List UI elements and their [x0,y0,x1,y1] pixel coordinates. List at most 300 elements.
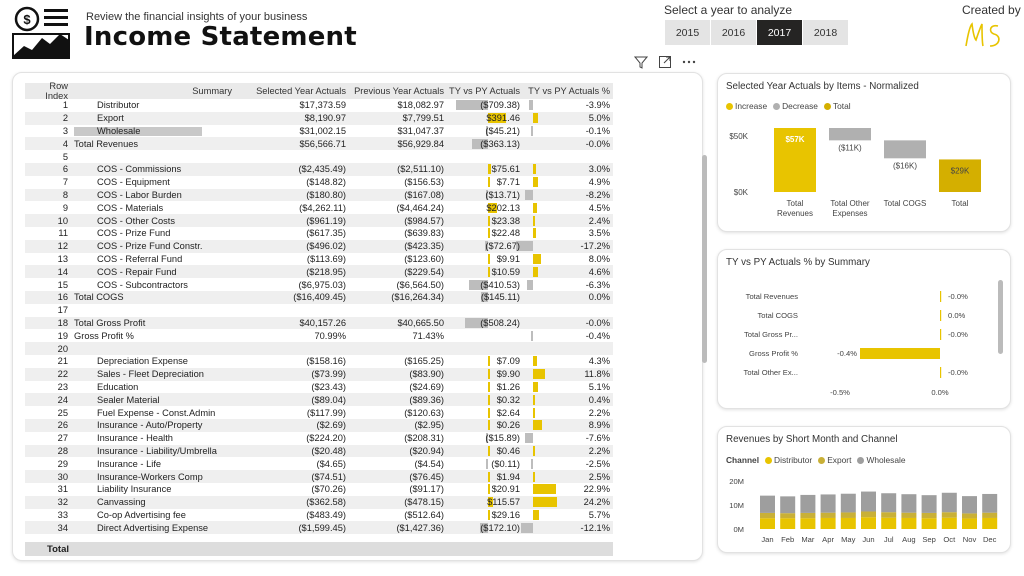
stacked-bar-segment[interactable] [760,518,775,529]
increase-bar [533,382,538,392]
cell-selected-year-text: ($1,599.45) [298,522,346,533]
cell-summary [71,356,235,366]
table-row[interactable] [25,253,613,266]
cell-row-index-text: 24 [57,394,68,405]
table-row[interactable] [25,496,613,509]
cell-ty-vs-py [447,216,523,226]
stacked-bar-segment[interactable] [962,518,977,529]
cell-selected-year [235,446,349,456]
cell-ty-vs-py [447,369,523,379]
stacked-bar-segment[interactable] [982,518,997,529]
increase-bar [488,254,490,264]
cell-row-index [25,113,71,123]
stacked-bar-segment[interactable] [841,518,856,529]
cell-row-index-text: 4 [62,138,68,149]
increase-bar [488,472,490,482]
cell-ty-vs-py [447,395,523,405]
cell-summary-text: Sealer Material [97,394,160,405]
data-label: 0.0% [948,311,966,320]
cell-selected-year-text: ($617.35) [306,228,346,239]
cell-ty-vs-py-text: ($145.11) [480,292,520,303]
increase-bar [488,177,490,187]
cell-ty-vs-py-pct [523,408,613,418]
cell-selected-year-text: $8,190.97 [304,113,346,124]
stacked-bar-segment[interactable] [780,496,795,513]
x-tick-label: Oct [943,535,956,544]
cell-row-index [25,446,71,456]
stacked-bar-segment[interactable] [942,512,957,518]
table-row[interactable] [25,201,613,214]
data-label: -0.0% [948,330,968,339]
increase-bar [533,510,539,520]
cell-ty-vs-py [447,433,523,443]
stacked-bar-segment[interactable] [800,513,815,518]
pct-by-summary-panel [717,249,1011,409]
increase-bar [488,356,490,366]
stacked-bar-segment[interactable] [881,518,896,529]
cell-summary [71,177,235,187]
cell-previous-year [349,446,447,456]
cell-selected-year-text: ($483.49) [306,509,346,520]
stacked-bar-segment[interactable] [760,513,775,518]
cell-previous-year [349,331,447,341]
table-row[interactable] [25,432,613,445]
visual-toolbar [634,55,696,69]
cell-previous-year-text: ($6,564.50) [396,279,444,290]
cell-summary-text: Gross Profit % [74,330,134,341]
column-header-ty-vs-py-pct[interactable]: TY vs PY Actuals % [528,86,610,96]
cell-previous-year [349,280,447,290]
table-row[interactable] [25,125,613,138]
cell-selected-year-text: ($218.95) [306,266,346,277]
cell-ty-vs-py-pct-text: 5.7% [588,509,610,520]
stacked-bar-segment[interactable] [962,513,977,518]
cell-ty-vs-py-pct-text: 22.9% [583,484,610,495]
cell-ty-vs-py [447,318,523,328]
x-tick-label: Sep [922,535,936,544]
cell-selected-year [235,433,349,443]
x-tick-label: Nov [962,535,977,544]
cell-ty-vs-py [447,164,523,174]
stacked-bar-segment[interactable] [760,496,775,513]
cell-row-index-text: 12 [57,241,68,252]
cell-summary [71,228,235,238]
y-tick-label: Total COGS [757,311,798,320]
cell-previous-year [349,126,447,136]
cell-summary-text: Direct Advertising Expense [97,522,209,533]
column-header-selected-year[interactable]: Selected Year Actuals [256,86,346,96]
cell-previous-year [349,420,447,430]
stacked-bar-segment[interactable] [881,493,896,512]
waterfall-bar[interactable] [884,140,926,158]
table-row[interactable] [25,227,613,240]
cell-previous-year-text: $7,799.51 [402,113,444,124]
cell-ty-vs-py-pct-text: 4.6% [588,266,610,277]
cell-summary [71,472,235,482]
legend-item-wholesale[interactable]: Wholesale [857,455,905,465]
cell-previous-year [349,177,447,187]
cell-previous-year [349,433,447,443]
cell-row-index [25,292,71,302]
column-header-previous-year[interactable]: Previous Year Actuals [354,86,444,96]
cell-summary [71,369,235,379]
cell-summary-text: COS - Repair Fund [97,266,177,277]
cell-row-index-text: 11 [58,228,68,239]
cell-ty-vs-py-pct-text: -3.9% [585,100,610,111]
cell-row-index [25,280,71,290]
cell-summary [71,241,235,251]
stacked-bar-segment[interactable] [982,494,997,513]
cell-row-index [25,177,71,187]
more-options-icon[interactable] [682,55,696,69]
cell-previous-year-text: ($984.57) [404,215,444,226]
table-body [25,99,613,534]
cell-row-index-text: 28 [57,445,68,456]
table-row[interactable] [25,265,613,278]
cell-previous-year [349,292,447,302]
cell-selected-year-text: ($16,409.45) [293,292,346,303]
stacked-bar-segment[interactable] [780,513,795,518]
cell-row-index-text: 1 [62,100,68,111]
cell-ty-vs-py-pct [523,139,613,149]
signature-logo [962,20,1006,52]
cell-ty-vs-py-pct [523,100,613,110]
stacked-bar-segment[interactable] [800,518,815,529]
cell-ty-vs-py-text: $202.13 [486,202,520,213]
table-row[interactable] [25,521,613,534]
cell-summary-text: Distributor [97,100,140,111]
cell-selected-year [235,497,349,507]
table-row[interactable] [25,470,613,483]
cell-previous-year-text: ($2,511.10) [397,164,444,175]
channel-legend [726,455,906,465]
cell-ty-vs-py-pct [523,523,613,533]
cell-row-index [25,203,71,213]
cell-ty-vs-py-pct-text: 8.9% [588,420,610,431]
increase-bar [533,113,538,123]
x-tick-label: Aug [902,535,916,544]
cell-ty-vs-py-text: $2.64 [496,407,520,418]
y-tick-label: Total Gross Pr... [743,330,798,339]
cell-ty-vs-py-pct-text: -12.1% [580,522,610,533]
legend-item-distributor[interactable]: Distributor [765,455,812,465]
page-title: Income Statement [84,22,357,52]
table-row[interactable] [25,112,613,125]
stacked-bar-segment[interactable] [861,492,876,512]
table-row[interactable] [25,445,613,458]
increase-bar [533,446,535,456]
stacked-bar-segment[interactable] [861,517,876,529]
cell-previous-year [349,190,447,200]
cell-selected-year-text: ($4.65) [316,458,346,469]
cell-ty-vs-py-pct [523,331,613,341]
stacked-bar-segment[interactable] [922,513,937,518]
legend-item-decrease[interactable]: Decrease [773,101,818,111]
cell-ty-vs-py-pct [523,420,613,430]
pct-chart-scrollbar[interactable] [998,280,1003,354]
cell-previous-year [349,472,447,482]
table-row[interactable] [25,355,613,368]
cell-ty-vs-py-pct [523,382,613,392]
cell-summary [71,510,235,520]
cell-ty-vs-py-text: $9.91 [496,253,520,264]
hbar-bar[interactable] [940,291,941,302]
stacked-bar-segment[interactable] [821,513,836,518]
cell-row-index-text: 8 [62,189,68,200]
cell-selected-year-text: ($74.51) [311,471,346,482]
table-row[interactable] [25,189,613,202]
table-row[interactable] [25,393,613,406]
increase-bar [533,216,535,226]
stacked-bar-segment[interactable] [881,512,896,518]
cell-selected-year [235,382,349,392]
table-vertical-scrollbar[interactable] [702,155,707,363]
table-row[interactable] [25,163,613,176]
table-row[interactable] [25,214,613,227]
cell-row-index-text: 17 [57,305,68,316]
cell-summary-text: Insurance-Workers Comp [97,471,203,482]
waterfall-bar[interactable] [829,128,871,140]
cell-row-index [25,331,71,341]
x-tick-label: Jan [761,535,774,544]
stacked-bar-segment[interactable] [821,494,836,512]
cell-summary-text: Export [97,113,124,124]
cell-ty-vs-py-text: $115.57 [487,497,520,508]
cell-ty-vs-py-pct-text: 3.5% [588,228,610,239]
hbar-bar[interactable] [940,329,941,340]
cell-selected-year [235,510,349,520]
cell-ty-vs-py-pct-text: 4.9% [588,177,610,188]
cell-summary-text: Co-op Advertising fee [97,509,186,520]
cell-ty-vs-py [447,459,523,469]
year-button-2018[interactable]: 2018 [803,20,849,45]
table-row[interactable] [25,419,613,432]
cell-row-index-text: 10 [57,215,68,226]
cell-ty-vs-py-pct [523,280,613,290]
x-tick-label: Revenues [776,209,814,218]
cell-selected-year [235,100,349,110]
cell-ty-vs-py [447,254,523,264]
cell-ty-vs-py-text: $23.38 [491,215,520,226]
cell-selected-year-text: ($23.43) [311,381,346,392]
column-header-row-index[interactable]: Row Index [45,81,68,101]
stacked-bar-segment[interactable] [942,493,957,512]
data-label: $57K [785,135,805,144]
stacked-bar-segment[interactable] [982,513,997,518]
stacked-bar-segment[interactable] [841,512,856,518]
stacked-bar-segment[interactable] [780,518,795,529]
x-tick-label: Jun [862,535,875,544]
stacked-bar-segment[interactable] [922,495,937,513]
increase-bar [488,446,490,456]
cell-previous-year [349,318,447,328]
stacked-bar-segment[interactable] [901,513,916,518]
cell-row-index-text: 22 [57,369,68,380]
cell-selected-year-text: ($362.58) [306,497,346,508]
increase-bar [488,395,490,405]
y-tick-label: $0K [733,188,748,197]
cell-selected-year [235,228,349,238]
cell-ty-vs-py [447,228,523,238]
y-tick-label: Total Other Ex... [743,368,798,377]
cell-ty-vs-py-text: $7.71 [496,177,520,188]
cell-ty-vs-py-text: $29.16 [491,509,520,520]
cell-row-index [25,126,71,136]
increase-bar [533,484,556,494]
cell-ty-vs-py [447,472,523,482]
cell-summary [71,139,235,149]
cell-previous-year-text: ($76.45) [409,471,444,482]
cell-summary [71,203,235,213]
year-button-2016[interactable]: 2016 [711,20,757,45]
cell-row-index-text: 13 [57,253,68,264]
stacked-bar-segment[interactable] [901,494,916,512]
decrease-bar [527,280,533,290]
hbar-bar[interactable] [940,367,941,378]
cell-ty-vs-py-pct-text: 3.0% [588,164,610,175]
cell-selected-year [235,203,349,213]
table-row[interactable] [25,291,613,304]
cell-ty-vs-py-pct-text: 2.2% [588,445,610,456]
cell-ty-vs-py [447,446,523,456]
legend-title: Channel [726,455,760,465]
cell-ty-vs-py-pct-text: -8.2% [585,189,610,200]
data-label: -0.0% [948,292,968,301]
cell-row-index [25,420,71,430]
legend-item-increase[interactable]: Increase [726,101,767,111]
stacked-bar-segment[interactable] [800,495,815,513]
cell-ty-vs-py-pct-text: -0.0% [585,138,610,149]
table-row[interactable] [25,342,613,355]
increase-bar [533,395,535,405]
focus-mode-icon[interactable] [658,55,672,69]
cell-ty-vs-py-pct-text: 2.5% [588,471,610,482]
table-row[interactable] [25,240,613,253]
cell-summary-text: COS - Prize Fund Constr. [97,241,203,252]
decrease-bar [531,126,533,136]
cell-selected-year-text: $17,373.59 [299,100,346,111]
cell-summary [71,484,235,494]
cell-ty-vs-py-pct-text: 2.2% [588,407,610,418]
increase-bar [488,228,490,238]
decrease-bar [531,459,533,469]
cell-selected-year-text: $40,157.26 [299,317,346,328]
table-row[interactable] [25,137,613,150]
cell-ty-vs-py [447,100,523,110]
stacked-bar-segment[interactable] [901,518,916,529]
increase-bar [533,420,542,430]
cell-previous-year [349,267,447,277]
table-row[interactable] [25,317,613,330]
cell-previous-year-text: $18,082.97 [397,100,444,111]
cell-row-index-text: 31 [57,484,68,495]
cell-previous-year [349,523,447,533]
cell-ty-vs-py [447,497,523,507]
cell-row-index [25,190,71,200]
cell-summary-text: Total Gross Profit [74,317,146,328]
cell-ty-vs-py-text: ($72.67) [485,241,520,252]
legend-item-export[interactable]: Export [818,455,851,465]
cell-row-index [25,228,71,238]
column-header-summary[interactable]: Summary [192,86,232,96]
cell-ty-vs-py-text: ($363.13) [480,138,520,149]
cell-ty-vs-py-text: ($15.89) [485,433,520,444]
cell-summary [71,254,235,264]
table-row[interactable] [25,176,613,189]
cell-ty-vs-py-pct [523,446,613,456]
cell-row-index-text: 19 [57,330,68,341]
year-button-2017[interactable]: 2017 [757,20,803,45]
increase-bar [488,408,490,418]
cell-ty-vs-py-pct [523,190,613,200]
cell-ty-vs-py [447,177,523,187]
cell-previous-year [349,408,447,418]
x-tick-label: Total COGS [883,199,927,208]
cell-previous-year-text: $56,929.84 [397,138,444,149]
table-row[interactable] [25,381,613,394]
stacked-bar-segment[interactable] [962,496,977,513]
hbar-bar[interactable] [860,348,940,359]
table-row[interactable] [25,99,613,112]
table-row[interactable] [25,509,613,522]
cell-ty-vs-py-text: ($709.38) [480,100,520,111]
cell-previous-year-text: ($423.35) [404,241,444,252]
decrease-bar [525,190,533,200]
cell-row-index [25,344,71,354]
table-row[interactable] [25,329,613,342]
cell-ty-vs-py [447,523,523,533]
cell-ty-vs-py-pct [523,241,613,251]
stacked-bar-segment[interactable] [942,518,957,529]
table-row[interactable] [25,368,613,381]
cell-selected-year-text: ($148.82) [306,177,346,188]
column-header-ty-vs-py[interactable]: TY vs PY Actuals [449,86,520,96]
cell-row-index [25,164,71,174]
table-total-row: Total [25,542,613,556]
cell-summary [71,459,235,469]
waterfall-legend [726,101,851,111]
filter-icon[interactable] [634,55,648,69]
cell-previous-year [349,356,447,366]
waterfall-bar[interactable] [939,159,981,192]
table-row[interactable] [25,483,613,496]
cell-previous-year [349,203,447,213]
hbar-bar[interactable] [940,310,941,321]
table-row[interactable] [25,304,613,317]
cell-ty-vs-py-text: $0.46 [496,445,520,456]
x-tick-label: Apr [822,535,835,544]
cell-ty-vs-py-text: $9.90 [496,369,520,380]
cell-ty-vs-py-pct [523,203,613,213]
cell-ty-vs-py-pct [523,216,613,226]
table-row[interactable] [25,150,613,163]
stacked-bar-segment[interactable] [841,494,856,513]
stacked-bar-segment[interactable] [861,511,876,517]
legend-item-total[interactable]: Total [824,101,851,111]
cell-selected-year [235,190,349,200]
stacked-bar-segment[interactable] [922,518,937,529]
stacked-bar-segment[interactable] [821,518,836,529]
cell-previous-year-text: ($156.53) [404,177,444,188]
cell-previous-year-text: ($4,464.24) [396,202,444,213]
year-button-2015[interactable]: 2015 [665,20,711,45]
cell-selected-year [235,216,349,226]
table-row[interactable] [25,278,613,291]
cell-selected-year [235,292,349,302]
cell-summary-text: COS - Referral Fund [97,253,183,264]
table-row[interactable] [25,406,613,419]
table-row[interactable] [25,457,613,470]
